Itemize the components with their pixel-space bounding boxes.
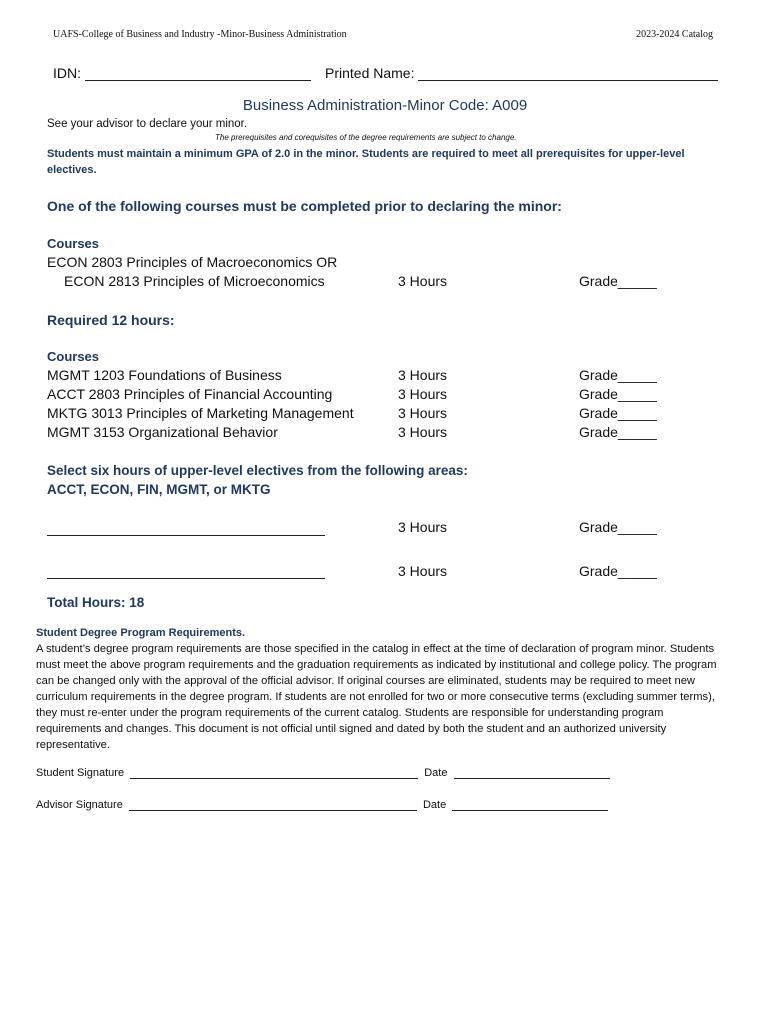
section3-heading-line1: Select six hours of upper-level electives from the following areas:	[47, 463, 468, 478]
student-signature-label: Student Signature	[36, 767, 125, 779]
course-grade[interactable]: Grade_____	[579, 424, 657, 440]
page-title: Business Administration-Minor Code: A009	[242, 97, 528, 114]
elective-hours: 3 Hours	[398, 519, 448, 535]
idn-field[interactable]	[53, 65, 311, 81]
requirements-body: A student’s degree program requirements are those specified in the catalog in effect at the time of declaration of program minor. Students must meet the above program requirements and the graduation requirements as indicated by institutional and college policy. The program can be changed only with the approval of the official advisor. If original courses are eliminated, students may be required to meet new curriculum requirements in the degree program. If students are not enrolled for two or more consecutive terms (excluding summer terms), they must re-enter under the program requirements of the current catalog. Students are responsible for understanding program requirements and changes. This document is not official until signed and dated by both the student and an authorized university representative.	[36, 643, 717, 751]
course-name: ACCT 2803 Principles of Financial Accounting	[47, 386, 333, 402]
elective-grade[interactable]: Grade_____	[579, 519, 657, 535]
section1-course-line2: ECON 2813 Principles of Microeconomics	[64, 273, 325, 289]
elective-line[interactable]	[47, 535, 325, 536]
course-grade[interactable]: Grade_____	[579, 405, 657, 421]
course-name: MGMT 3153 Organizational Behavior	[47, 424, 278, 440]
section1-grade[interactable]: Grade_____	[579, 273, 657, 289]
elective-grade[interactable]: Grade_____	[579, 563, 657, 579]
prereq-note: The prerequisites and corequisites of the degree requirements are subject to change.	[215, 133, 517, 142]
section1-heading: One of the following courses must be completed prior to declaring the minor:	[47, 198, 562, 214]
printed-name-line	[418, 80, 718, 81]
advisor-date-line[interactable]	[452, 810, 608, 811]
section2-heading: Required 12 hours:	[47, 312, 175, 328]
header-left: UAFS-College of Business and Industry -Minor-Business Administration	[53, 29, 347, 40]
advisor-signature-label: Advisor Signature	[36, 799, 123, 811]
printed-name-field[interactable]	[325, 65, 718, 81]
gpa-note: Students must maintain a minimum GPA of 2.0 in the minor. Students are required to meet all prerequisites for upper-level electives.	[47, 148, 685, 176]
header-right: 2023-2024 Catalog	[636, 29, 713, 40]
total-hours: Total Hours: 18	[47, 595, 145, 610]
idn-label: IDN:	[53, 65, 81, 81]
course-grade[interactable]: Grade_____	[579, 367, 657, 383]
section2-courses-label: Courses	[47, 349, 100, 364]
requirements-heading: Student Degree Program Requirements.	[36, 627, 246, 639]
student-date-line[interactable]	[454, 778, 610, 779]
course-hours: 3 Hours	[398, 386, 448, 402]
elective-line[interactable]	[47, 578, 325, 579]
student-signature-row[interactable]	[36, 767, 610, 779]
course-hours: 3 Hours	[398, 405, 448, 421]
course-name: MKTG 3013 Principles of Marketing Management	[47, 405, 354, 421]
section1-hours: 3 Hours	[398, 273, 448, 289]
section1-courses-label: Courses	[47, 236, 100, 251]
course-hours: 3 Hours	[398, 424, 448, 440]
course-name: MGMT 1203 Foundations of Business	[47, 367, 282, 383]
advisor-date-label: Date	[422, 799, 447, 811]
advisor-signature-line[interactable]	[129, 810, 417, 811]
section1-course-line1: ECON 2803 Principles of Macroeconomics OR	[47, 254, 338, 270]
student-signature-line[interactable]	[130, 778, 418, 779]
section3-heading-line2: ACCT, ECON, FIN, MGMT, or MKTG	[47, 482, 271, 497]
advisor-note: See your advisor to declare your minor.	[47, 118, 248, 130]
printed-name-label: Printed Name:	[325, 65, 415, 81]
student-date-label: Date	[424, 767, 448, 779]
course-hours: 3 Hours	[398, 367, 448, 383]
advisor-signature-row[interactable]	[36, 799, 608, 811]
idn-line	[85, 80, 311, 81]
elective-hours: 3 Hours	[398, 563, 448, 579]
course-grade[interactable]: Grade_____	[579, 386, 657, 402]
